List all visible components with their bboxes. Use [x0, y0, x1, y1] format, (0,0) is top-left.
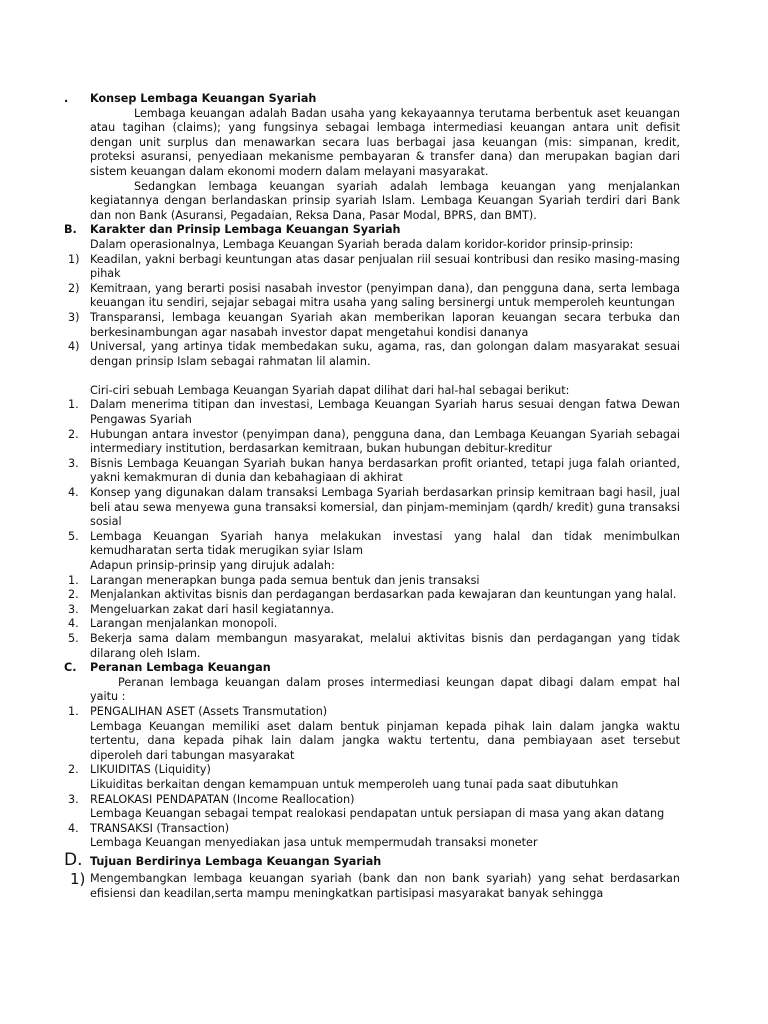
section-b-label: B.	[64, 223, 77, 237]
role-item	[64, 705, 680, 720]
section-a-title: Konsep Lembaga Keuangan Syariah	[90, 92, 317, 105]
item-number: 5.	[68, 631, 79, 645]
section-d-title: Tujuan Berdirinya Lembaga Keuangan Syariah	[90, 854, 382, 868]
item-text: Lembaga Keuangan Syariah hanya melakukan investasi yang halal dan tidak menimbulkan kemudharatan serta tidak merugikan syiar Islam	[90, 529, 680, 558]
section-d-label: D.	[64, 849, 83, 870]
item-number: 1.	[68, 704, 79, 718]
prinsip-item	[64, 574, 680, 589]
section-a-paragraph-1: Lembaga keuangan adalah Badan usaha yang kekayaannya terutama berbentuk aset keuangan atau tagihan (claims); yang fungsinya sebagai lembaga intermediasi keuangan antara unit defisit dengan unit surplus dan menawarkan secara luas berbagai jasa keuangan (mis: simpanan, kredit, proteksi asuransi, penyediaan mekanisme pembayaran & transfer dana) dan merupakan bagian dari sistem keuangan dalam ekonomi modern dalam melayani masyarakat.	[90, 106, 680, 178]
section-a-paragraph-2: Sedangkan lembaga keuangan syariah adalah lembaga keuangan yang menjalankan kegiatannya dengan berlandaskan prinsip syariah Islam. Lembaga Keuangan Syariah terdiri dari Bank dan non Bank (Asuransi, Pegadaian, Reksa Dana, Pasar Modal, BPRS, dan BMT).	[90, 179, 680, 222]
item-text: Universal, yang artinya tidak membedakan suku, agama, ras, dan golongan dalam masyarakat sesuai dengan prinsip Islam sebagai rahmatan lil alamin.	[90, 340, 680, 368]
role-item	[64, 793, 680, 808]
section-c-label: C.	[64, 661, 77, 675]
principle-item	[64, 311, 680, 340]
ciri-item	[64, 428, 680, 457]
prinsip-item	[64, 588, 680, 603]
goal-item	[64, 872, 680, 901]
item-number: 3.	[68, 456, 79, 470]
item-text: Konsep yang digunakan dalam transaksi Lembaga Syariah berdasarkan prinsip kemitraan bagi hasil, jual beli atau sewa menyewa guna transaksi komersial, dan pinjam-meminjam (qardh/ kredit) guna transaksi sosial	[90, 486, 680, 529]
item-text: Bekerja sama dalam membangun masyarakat, melalui aktivitas bisnis dan perdagangan yang tidak dilarang oleh Islam.	[90, 631, 680, 660]
role-title: TRANSAKSI (Transaction)	[90, 821, 230, 835]
item-text: Menjalankan aktivitas bisnis dan perdagangan berdasarkan pada kewajaran dan keuntungan yang halal.	[90, 588, 677, 602]
item-number: 1)	[70, 870, 86, 889]
role-title: LIKUIDITAS (Liquidity)	[90, 763, 211, 777]
item-number: 1.	[68, 573, 79, 587]
item-number: 1)	[68, 252, 80, 266]
prinsip-item	[64, 632, 680, 661]
section-b-title: Karakter dan Prinsip Lembaga Keuangan Syariah	[90, 223, 401, 237]
item-text: Larangan menerapkan bunga pada semua bentuk dan jenis transaksi	[90, 573, 480, 587]
principle-item	[64, 282, 680, 311]
section-c-title: Peranan Lembaga Keuangan	[90, 661, 271, 675]
ciri-item	[64, 486, 680, 530]
role-description: Lembaga Keuangan memiliki aset dalam bentuk pinjaman kepada pihak lain dalam jangka waktu tertentu, dana kepada pihak lain dalam jangka waktu tertentu, dana pembiayaan aset tersebut diperoleh dari tabungan masyarakat	[90, 719, 680, 762]
role-description: Likuiditas berkaitan dengan kemampuan untuk memperoleh uang tunai pada saat dibutuhkan	[90, 777, 619, 791]
item-number: 4.	[68, 617, 79, 631]
item-text: Keadilan, yakni berbagi keuntungan atas dasar penjualan riil sesuai kontribusi dan resiko masing-masing pihak	[90, 252, 680, 281]
item-text: Hubungan antara investor (penyimpan dana), pengguna dana, dan Lembaga Keuangan Syariah sebagai intermediary institution, berdasarkan kemitraan, bukan hubungan debitur-kreditur	[90, 427, 680, 456]
item-number: 5.	[68, 529, 79, 543]
item-text: Dalam menerima titipan dan investasi, Lembaga Keuangan Syariah harus sesuai dengan fatwa Dewan Pengawas Syariah	[90, 398, 680, 427]
section-a-heading	[64, 92, 680, 107]
role-item	[64, 822, 680, 837]
role-title: PENGALIHAN ASET (Assets Transmutation)	[90, 704, 328, 718]
principle-item	[64, 340, 680, 369]
item-number: 3.	[68, 602, 79, 616]
item-number: 4.	[68, 486, 79, 500]
section-c-heading	[64, 661, 680, 676]
role-description: Lembaga Keuangan sebagai tempat realokasi pendapatan untuk persiapan di masa yang akan datang	[90, 807, 665, 821]
ciri-item	[64, 457, 680, 486]
item-text: Bisnis Lembaga Keuangan Syariah bukan hanya berdasarkan profit orianted, tetapi juga falah orianted, yakni kemakmuran di dunia dan kebahagiaan di akhirat	[90, 456, 680, 485]
prinsip-intro: Adapun prinsip-prinsip yang dirujuk adalah:	[90, 559, 335, 572]
item-text: Larangan menjalankan monopoli.	[90, 617, 278, 631]
item-text: Mengembangkan lembaga keuangan syariah (bank dan non bank syariah) yang sehat berdasarkan efisiensi dan keadilan,serta mampu meningkatkan partisipasi masyarakat banyak sehingga	[90, 872, 680, 901]
ciri-item	[64, 398, 680, 427]
role-item	[64, 763, 680, 778]
principle-item	[64, 253, 680, 282]
item-number: 2.	[68, 763, 79, 777]
item-text: Kemitraan, yang berarti posisi nasabah investor (penyimpan dana), dan pengguna dana, serta lembaga keuangan itu sendiri, sejajar sebagai mitra usaha yang saling bersinergi untuk memperoleh keuntungan	[90, 281, 680, 310]
ciri-intro: Ciri-ciri sebuah Lembaga Keuangan Syariah dapat dilihat dari hal-hal sebagai berikut:	[90, 383, 570, 397]
item-number: 4.	[68, 821, 79, 835]
item-number: 2.	[68, 427, 79, 441]
section-c-intro: Peranan lembaga keuangan dalam proses intermediasi keungan dapat dibagi dalam empat hal yaitu :	[90, 675, 680, 704]
prinsip-item	[64, 617, 680, 632]
section-b-intro: Dalam operasionalnya, Lembaga Keuangan Syariah berada dalam koridor-koridor prinsip-prinsip:	[90, 237, 634, 251]
section-d-heading	[64, 849, 680, 870]
item-number: 3.	[68, 792, 79, 806]
section-a-label: .	[64, 92, 69, 105]
ciri-item	[64, 530, 680, 559]
item-number: 2.	[68, 588, 79, 602]
prinsip-item	[64, 603, 680, 618]
item-number: 4)	[68, 340, 80, 354]
role-title: REALOKASI PENDAPATAN (Income Reallocation)	[90, 792, 355, 806]
item-text: Mengeluarkan zakat dari hasil kegiatannya.	[90, 602, 335, 616]
item-text: Transparansi, lembaga keuangan Syariah akan memberikan laporan keuangan secara terbuka dan berkesinambungan agar nasabah investor dapat mengetahui kondisi dananya	[90, 310, 680, 339]
section-b-heading	[64, 223, 680, 238]
item-number: 3)	[68, 310, 80, 324]
item-number: 1.	[68, 398, 79, 412]
item-number: 2)	[68, 281, 80, 295]
role-description: Lembaga Keuangan menyediakan jasa untuk mempermudah transaksi moneter	[90, 836, 538, 850]
